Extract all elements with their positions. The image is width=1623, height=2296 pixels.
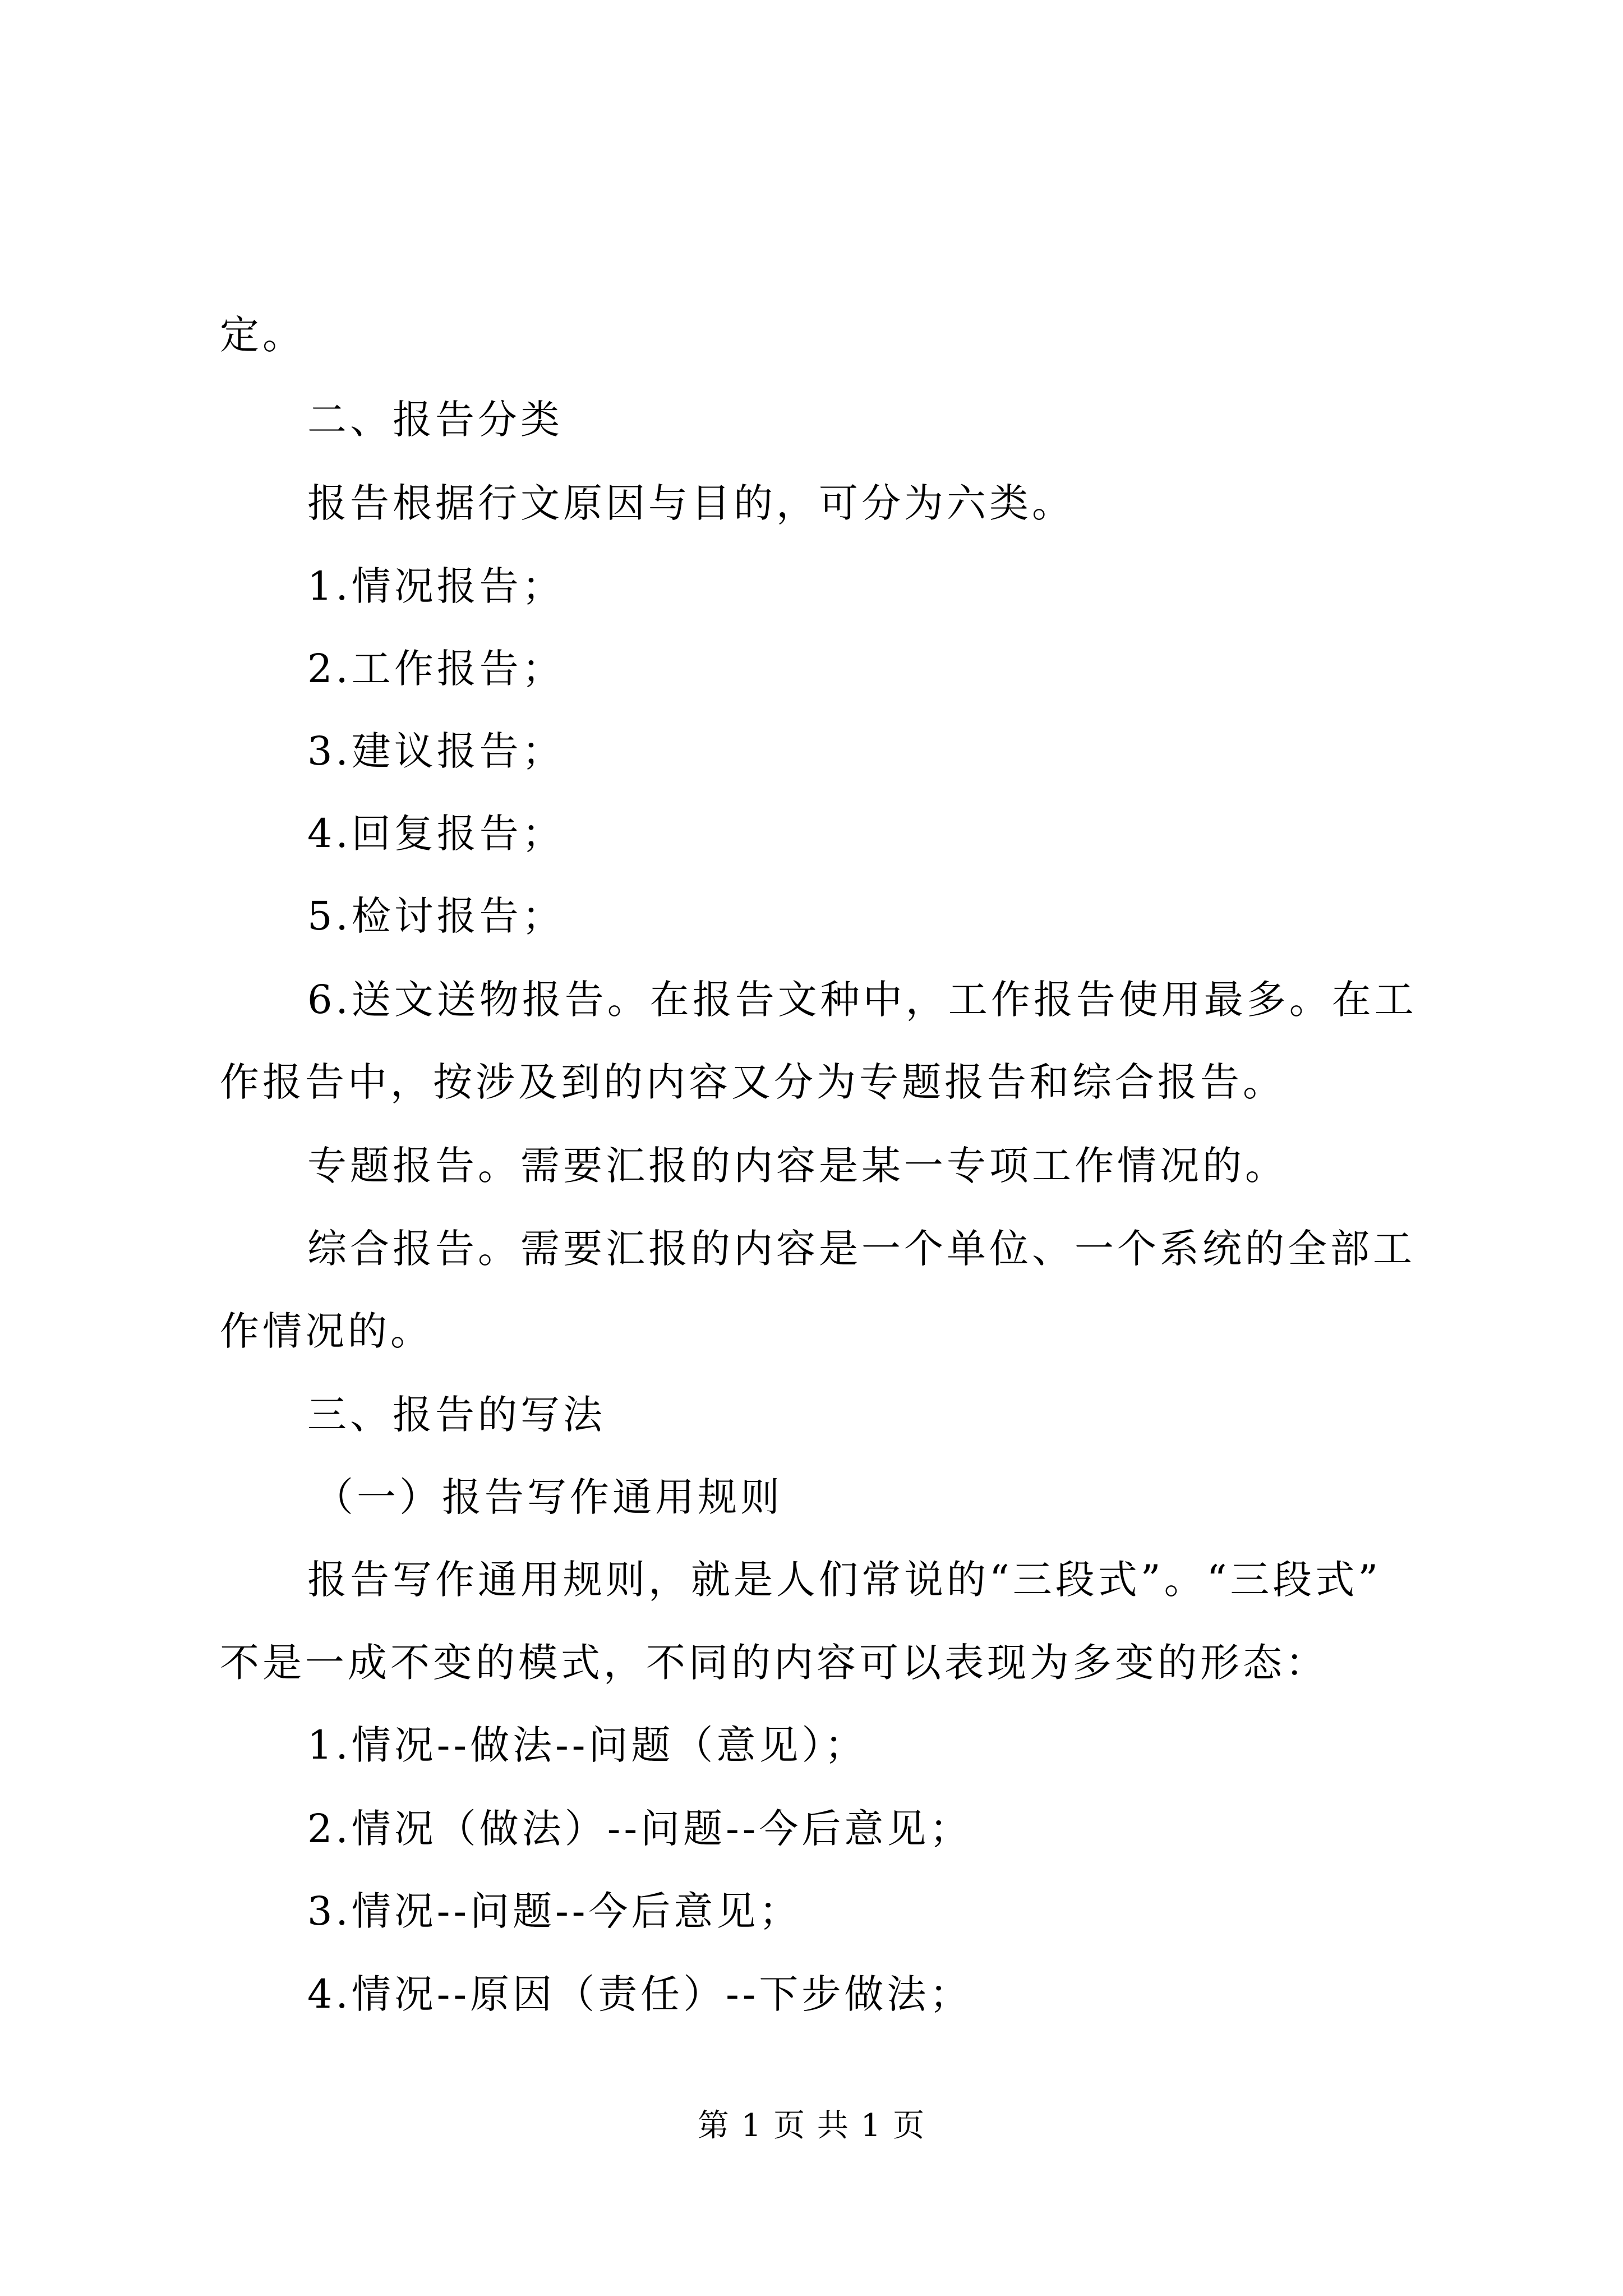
list-item: 5.检讨报告；	[307, 893, 565, 939]
section-heading-3: 三、报告的写法	[307, 1392, 606, 1438]
list-item: 6.送文送物报告。在报告文种中，工作报告使用最多。在工	[307, 977, 1417, 1023]
list-item: 4.回复报告；	[307, 811, 565, 857]
paragraph-line: 综合报告。需要汇报的内容是一个单位、一个系统的全部工	[307, 1226, 1415, 1272]
section-heading-2: 二、报告分类	[307, 397, 563, 443]
list-item: 2.工作报告；	[307, 646, 565, 692]
list-item: 3.情况--问题--今后意见；	[307, 1888, 802, 1934]
paragraph-line: 报告写作通用规则，就是人们常说的“三段式”。“三段式”	[307, 1557, 1382, 1603]
page-footer: 第 1 页 共 1 页	[697, 2108, 926, 2144]
list-item: 1.情况--做法--问题（意见）；	[307, 1722, 868, 1768]
list-item: 2.情况（做法）--问题--今后意见；	[307, 1806, 972, 1852]
subsection-heading: （一）报告写作通用规则	[314, 1474, 783, 1520]
paragraph-line: 作情况的。	[220, 1308, 433, 1354]
paragraph-line: 报告根据行文原因与目的，可分为六类。	[307, 480, 1075, 526]
list-item: 1.情况报告；	[307, 563, 565, 609]
paragraph-line: 专题报告。需要汇报的内容是某一专项工作情况的。	[307, 1143, 1288, 1189]
continuation-line: 定。	[220, 312, 305, 358]
list-item: 3.建议报告；	[307, 728, 565, 774]
list-item: 4.情况--原因（责任）--下步做法；	[307, 1971, 972, 2017]
paragraph-line: 作报告中，按涉及到的内容又分为专题报告和综合报告。	[220, 1059, 1285, 1105]
paragraph-line: 不是一成不变的模式，不同的内容可以表现为多变的形态：	[220, 1640, 1328, 1686]
